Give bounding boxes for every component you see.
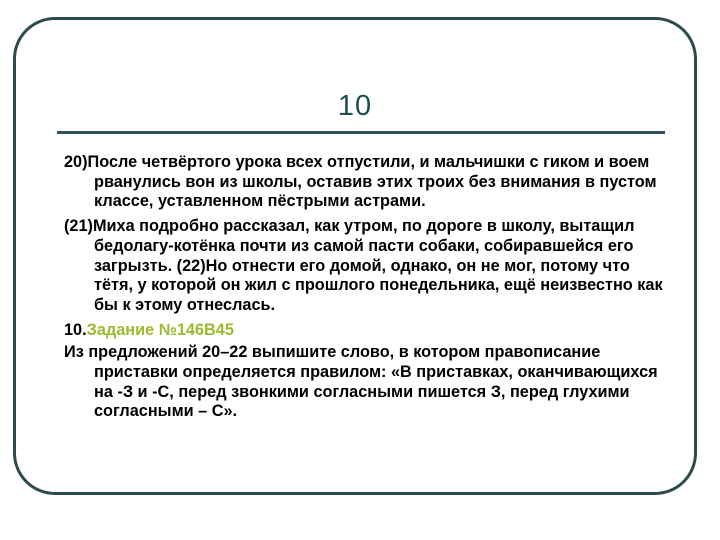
- title-divider: [57, 131, 665, 134]
- paragraph-20: 20)После четвёртого урока всех отпустили, и мальчишки с гиком и воем рванулись вон из школы, оставив этих троих без внимания в пустом классе, уставленном пёстрыми астрами.: [64, 153, 657, 211]
- task-number: 10.: [64, 320, 87, 339]
- slide-title: 10: [337, 90, 373, 122]
- slide-content: [64, 153, 664, 427]
- task-label: Задание №146В45: [86, 320, 234, 339]
- task-question: Из предложений 20–22 выпишите слово, в котором правописание приставки определяется правилом: «В приставках, оканчивающихся на -З и -С, перед звонкими согласными пишется З, перед глухими согласными – С».: [64, 343, 658, 421]
- paragraph-21-22: (21)Миха подробно рассказал, как утром, по дороге в школу, вытащил бедолагу-котёнка почти из самой пасти собаки, собиравшейся его загрызть. (22)Но отнести его домой, однако, он не мог, потому что тётя, у которой он жил с прошлого понедельника, ещё неизвестно как бы к этому отнеслась.: [64, 217, 663, 314]
- task-heading: [64, 321, 664, 341]
